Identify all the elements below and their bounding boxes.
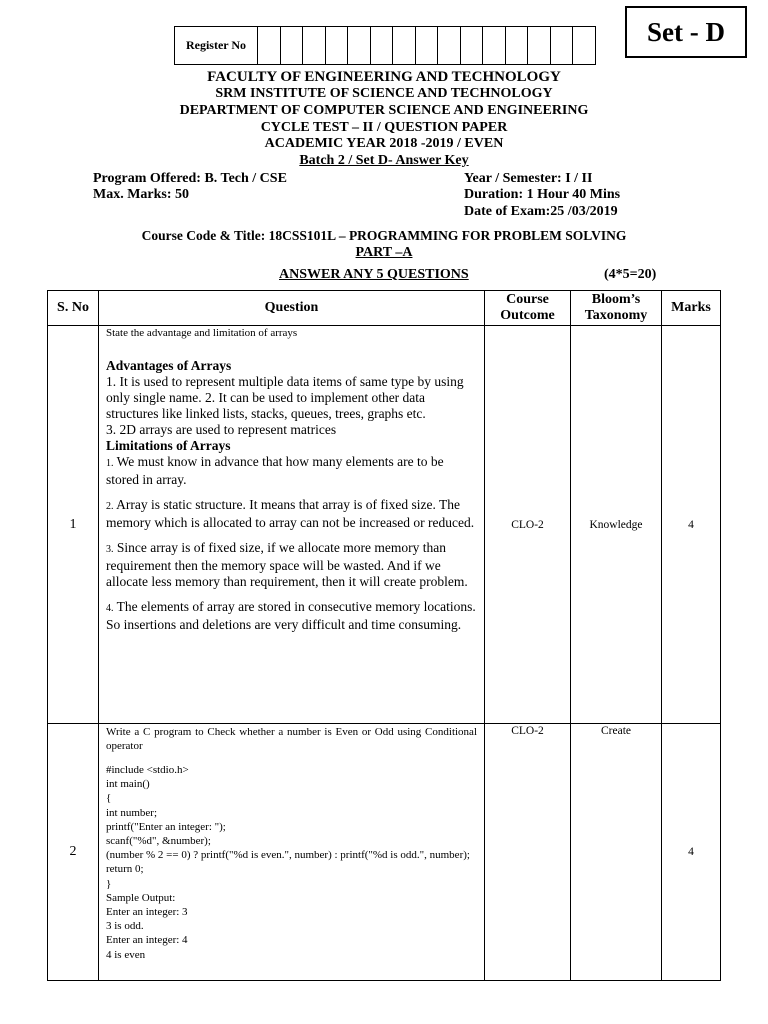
course-title: Course Code & Title: 18CSS101L – PROGRAMMING FOR PROBLEM SOLVING	[141, 228, 627, 243]
code-line: }	[106, 877, 112, 890]
question-cell	[99, 326, 485, 724]
faculty-title: FACULTY OF ENGINEERING AND TECHNOLOGY	[207, 69, 561, 85]
register-number-box	[174, 26, 596, 65]
set-label: Set - D	[625, 6, 747, 58]
register-cell	[506, 27, 529, 64]
question-text: Write a C program to Check whether a number is Even or Odd using Conditional operator	[106, 726, 477, 752]
limitation-item	[106, 540, 477, 590]
test-title: CYCLE TEST – II / QUESTION PAPER	[260, 120, 508, 135]
table-row	[48, 724, 721, 981]
department-title: DEPARTMENT OF COMPUTER SCIENCE AND ENGINEERING	[179, 103, 589, 118]
code-line: Sample Output:	[106, 891, 176, 904]
limitation-number: 2.	[106, 501, 114, 512]
code-line: (number % 2 == 0) ? printf("%d is even.", number) : printf("%d is odd.", number);	[106, 849, 470, 862]
code-line: 3 is odd.	[106, 920, 144, 933]
question-number: 2	[48, 724, 99, 981]
advantages-text: 1. It is used to represent multiple data items of same type by using only single name. 2. It can be used to implement other data structures like linked lists, stacks, queues, trees, graphs etc.	[106, 374, 464, 421]
code-line: 4 is even	[106, 948, 146, 961]
register-label: Register No	[175, 27, 258, 64]
marks-note: (4*5=20)	[604, 267, 657, 282]
question-cell	[99, 724, 485, 981]
batch-title: Batch 2 / Set D- Answer Key	[299, 153, 469, 168]
table-header-row	[48, 291, 721, 326]
advantages-item: 3. 2D arrays are used to represent matrices	[106, 422, 337, 437]
duration: Duration: 1 Hour 40 Mins	[464, 187, 621, 202]
limitation-text: Array is static structure. It means that array is of fixed size. The memory which is allocated to array can not be increased or reduced.	[106, 497, 475, 530]
register-cell	[438, 27, 461, 64]
question-text: State the advantage and limitation of arrays	[106, 327, 298, 339]
question-number: 1	[48, 326, 99, 724]
code-line: Enter an integer: 4	[106, 934, 188, 947]
table-row	[48, 326, 721, 724]
code-line: #include <stdio.h>	[106, 764, 189, 776]
limitation-item	[106, 454, 477, 488]
limitation-number: 4.	[106, 603, 114, 614]
code-line: return 0;	[106, 863, 144, 876]
code-line: Enter an integer: 3	[106, 906, 188, 919]
marks-value: 4	[662, 326, 721, 724]
max-marks: Max. Marks: 50	[93, 187, 190, 202]
code-line: {	[106, 792, 112, 805]
code-line: int number;	[106, 806, 158, 819]
register-cell	[461, 27, 484, 64]
limitation-number: 3.	[106, 544, 114, 555]
header-course-outcome: Course Outcome	[485, 291, 571, 326]
part-title: PART –A	[355, 245, 413, 260]
register-cell	[573, 27, 595, 64]
register-cell	[393, 27, 416, 64]
limitation-item	[106, 599, 477, 633]
register-cell	[416, 27, 439, 64]
program-offered: Program Offered: B. Tech / CSE	[93, 171, 287, 186]
register-cell	[528, 27, 551, 64]
code-block	[106, 763, 477, 962]
question-table	[47, 290, 721, 981]
course-outcome: CLO-2	[485, 326, 571, 724]
year-semester: Year / Semester: I / II	[464, 171, 593, 186]
course-outcome: CLO-2	[485, 724, 571, 981]
header-marks: Marks	[662, 291, 721, 326]
advantages-heading: Advantages of Arrays	[106, 358, 232, 373]
institute-title: SRM INSTITUTE OF SCIENCE AND TECHNOLOGY	[215, 86, 553, 101]
marks-value: 4	[662, 724, 721, 981]
register-cell	[348, 27, 371, 64]
instruction: ANSWER ANY 5 QUESTIONS	[279, 267, 469, 282]
register-cell	[483, 27, 506, 64]
exam-date: Date of Exam:25 /03/2019	[464, 204, 618, 219]
header-blooms-taxonomy: Bloom’s Taxonomy	[571, 291, 662, 326]
blooms-level: Create	[571, 724, 662, 981]
limitation-item	[106, 497, 477, 531]
limitations-heading: Limitations of Arrays	[106, 438, 231, 453]
register-cell	[281, 27, 304, 64]
limitation-text: We must know in advance that how many elements are to be stored in array.	[106, 454, 444, 487]
register-cell	[258, 27, 281, 64]
register-cell	[551, 27, 574, 64]
academic-year: ACADEMIC YEAR 2018 -2019 / EVEN	[264, 136, 504, 151]
header-question: Question	[99, 291, 485, 326]
limitation-number: 1.	[106, 458, 114, 469]
code-line: int main()	[106, 778, 150, 791]
limitation-text: The elements of array are stored in consecutive memory locations. So insertions and deletions are very difficult and time consuming.	[106, 599, 476, 632]
limitation-text: Since array is of fixed size, if we allocate more memory than requirement then the memory space will be wasted. And if we allocate less memory than requirement, then it will create problem.	[106, 540, 468, 589]
register-cell	[326, 27, 349, 64]
blooms-level: Knowledge	[571, 326, 662, 724]
code-line: printf("Enter an integer: ");	[106, 820, 226, 833]
register-cell	[371, 27, 394, 64]
register-cell	[303, 27, 326, 64]
code-line: scanf("%d", &number);	[106, 835, 211, 848]
header-sno: S. No	[48, 291, 99, 326]
